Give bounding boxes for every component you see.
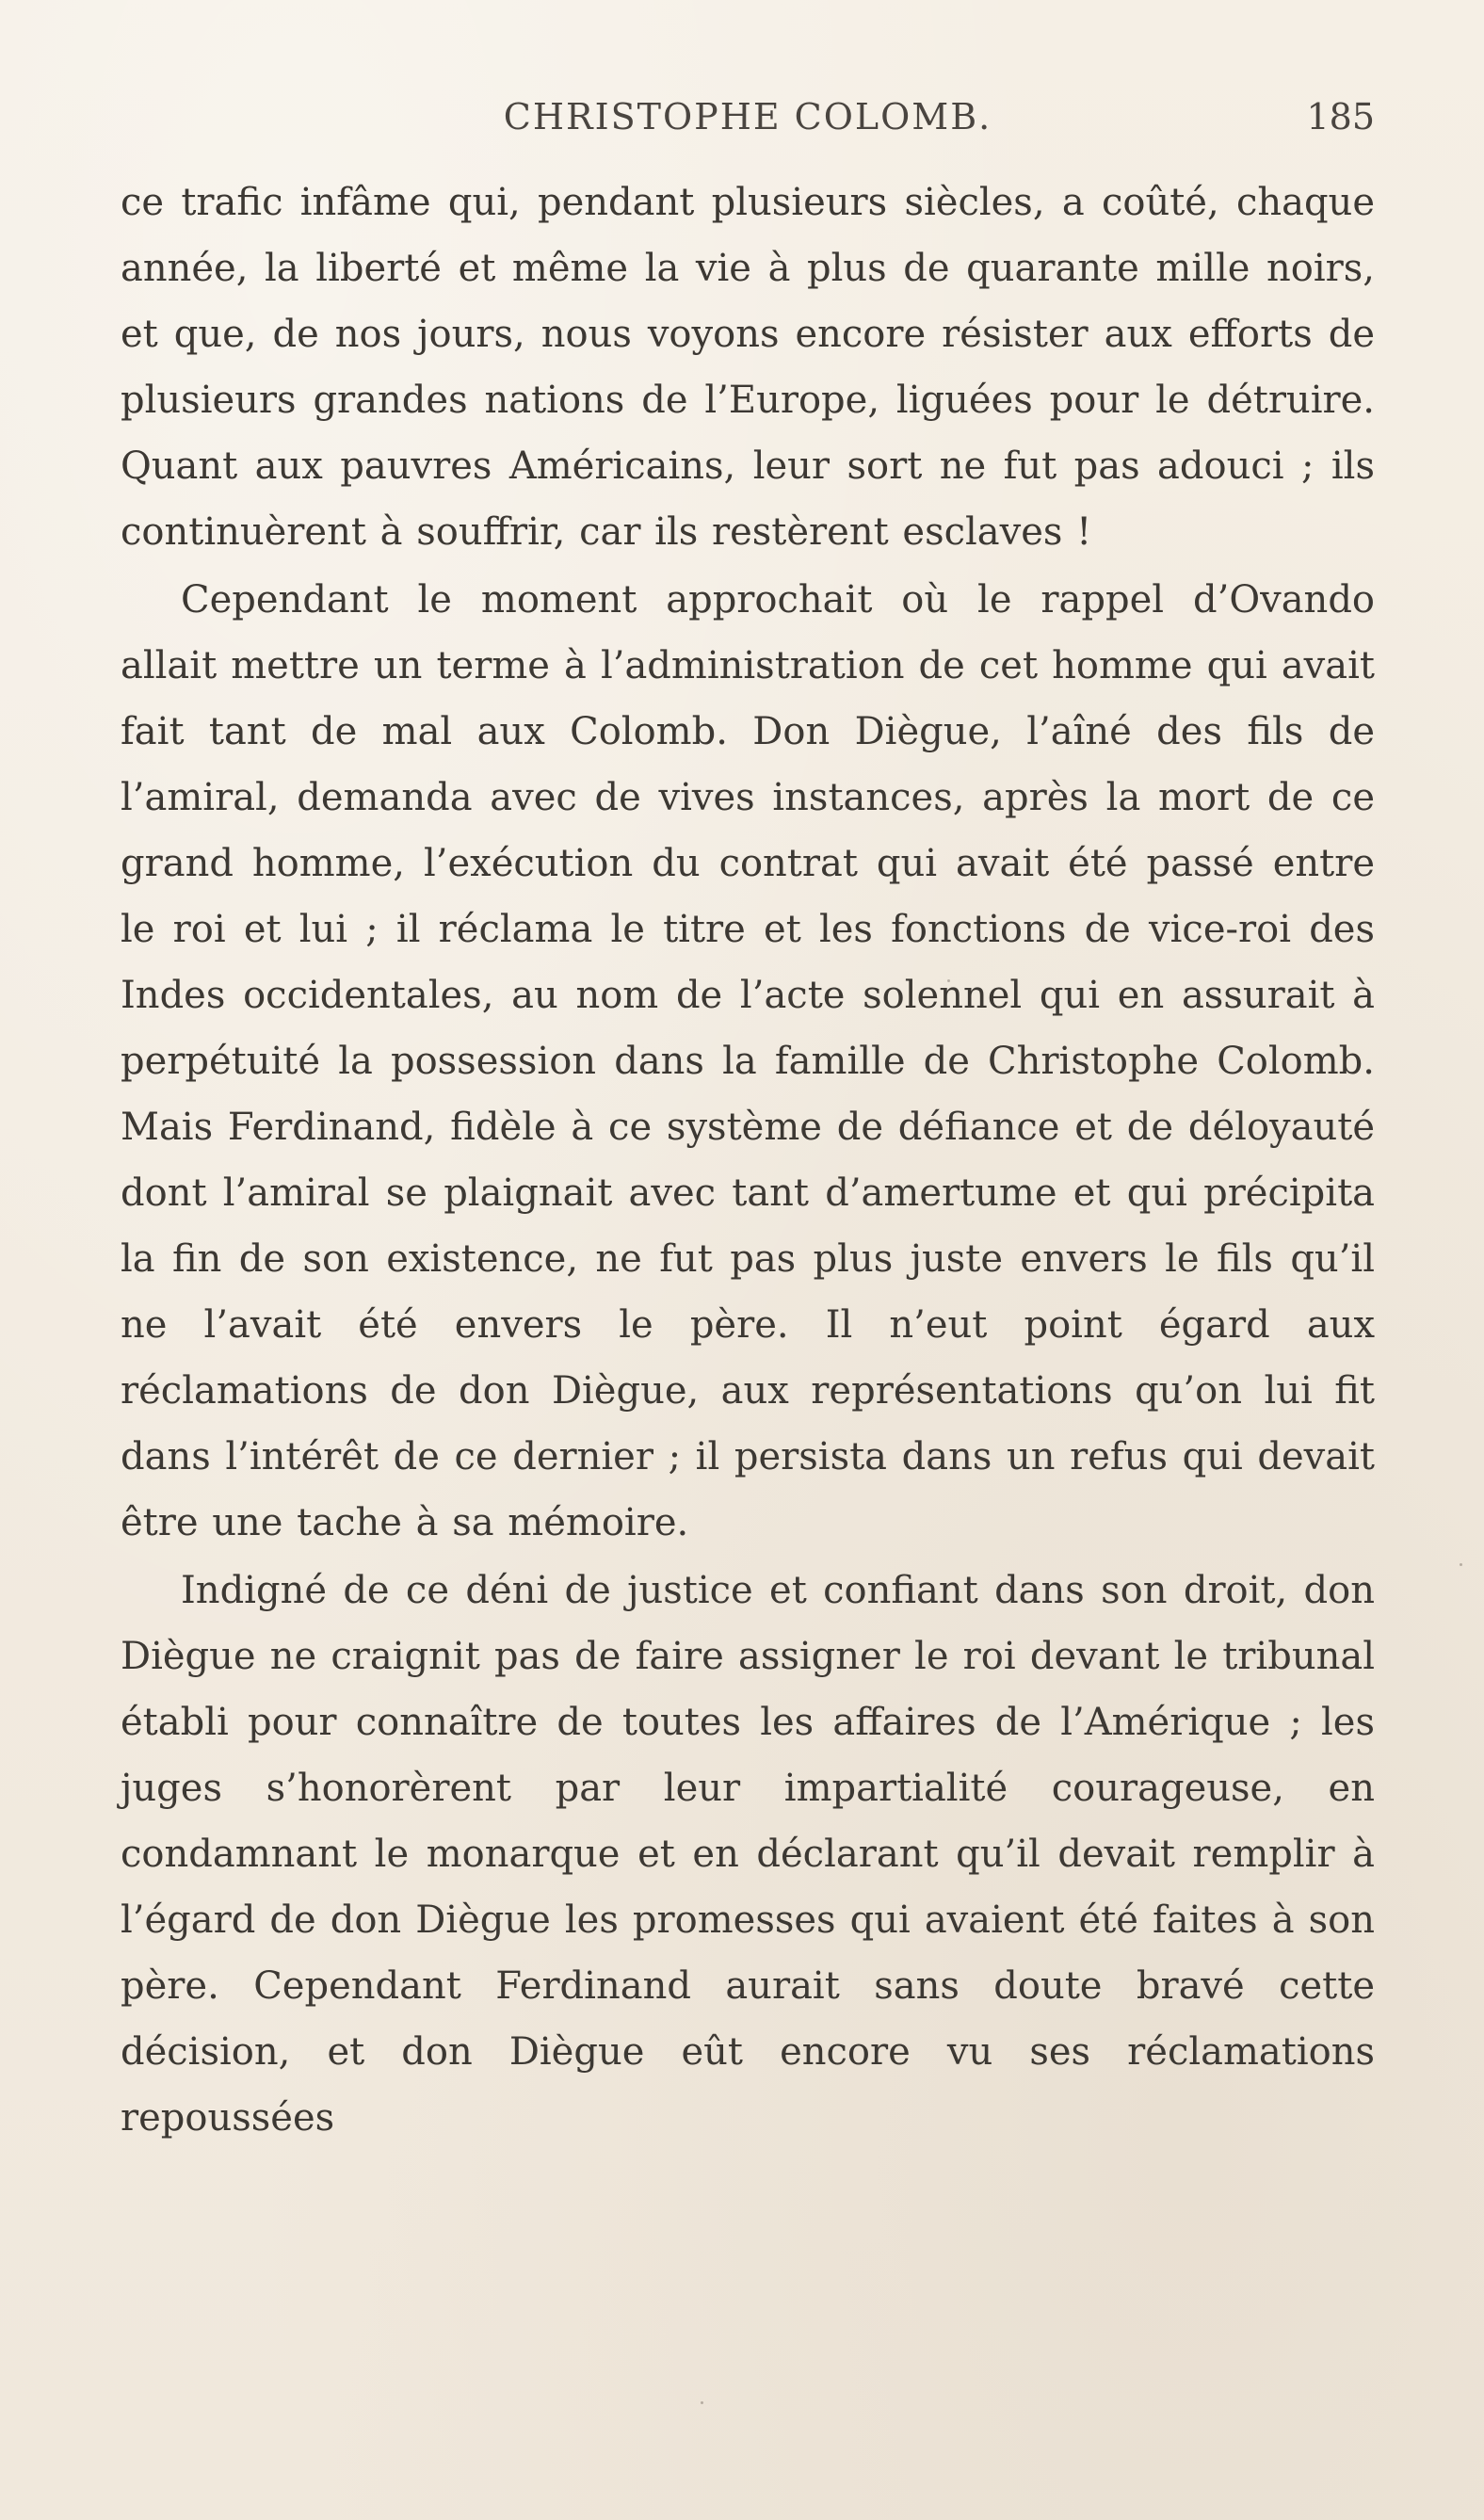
paper-speck — [1460, 1563, 1462, 1566]
paragraph-2: Cependant le moment approchait où le rappel d’Ovando allait mettre un terme à l’administration de cet homme qui avait fait tant de mal aux Colomb. Don Diègue, l’aîné des fils de l’amiral, demanda avec de vives instances, après la mort de ce grand homme, l’exécution du contrat qui avait été passé entre le roi et lui ; il réclama le titre et les fonctions de vice-roi des Indes occidentales, au nom de l’acte solennel qui en assurait à perpétuité la possession dans la famille de Christophe Colomb. Mais Ferdinand, fidèle à ce système de défiance et de déloyauté dont l’amiral se plaignait avec tant d’amertume et qui précipita la fin de son existence, ne fut pas plus juste envers le fils qu’il ne l’avait été envers le père. Il n’eut point égard aux réclamations de don Diègue, aux représentations qu’on lui fit dans l’intérêt de ce dernier ; il persista dans un refus qui devait être une tache à sa mémoire. — [121, 578, 1375, 1544]
paper-speck — [701, 2401, 703, 2404]
paragraph-1: ce trafic infâme qui, pendant plusieurs siècles, a coûté, chaque année, la liberté et même la vie à plus de quarante mille noirs, et que, de nos jours, nous voyons encore résister aux efforts de plusieurs grandes nations de l’Europe, liguées pour le détruire. Quant aux pauvres Américains, leur sort ne fut pas adouci ; ils continuèrent à souffrir, car ils restèrent esclaves ! — [121, 181, 1375, 554]
paper-speck — [947, 979, 950, 982]
page-header — [121, 90, 1375, 147]
paragraph-3: Indigné de ce déni de justice et confiant dans son droit, don Diègue ne craignit pas de faire assigner le roi devant le tribunal établi pour connaître de toutes les affaires de l’Amérique ; les juges s’honorèrent par leur impartialité courageuse, en condamnant le monarque et en déclarant qu’il devait remplir à l’égard de don Diègue les promesses qui avaient été faites à son père. Cependant Ferdinand aurait sans doute bravé cette décision, et don Diègue eût encore vu ses réclamations repoussées — [121, 1569, 1375, 2140]
page-number: 185 — [1306, 96, 1375, 137]
running-title: CHRISTOPHE COLOMB. — [503, 96, 992, 137]
body-text — [121, 170, 1375, 2151]
